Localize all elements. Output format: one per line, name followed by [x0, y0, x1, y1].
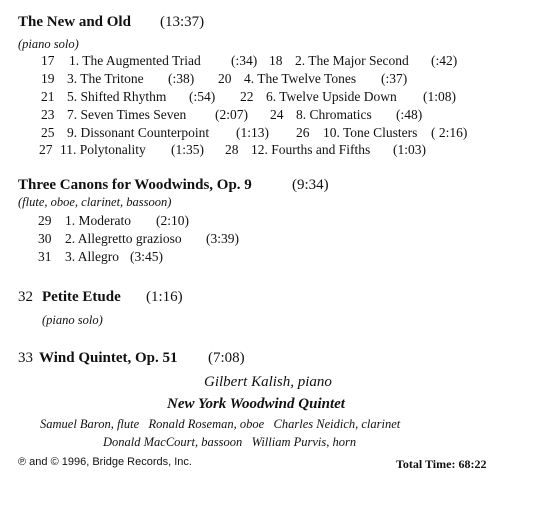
track-number: 29 — [38, 213, 52, 228]
track-title: 8. Chromatics — [296, 107, 372, 122]
section-2-note: (flute, oboe, clarinet, bassoon) — [18, 195, 172, 209]
track-duration: (:42) — [431, 53, 458, 68]
track-title: 4. The Twelve Tones — [244, 71, 357, 86]
track-title: 12. Fourths and Fifths — [251, 142, 371, 157]
section-1-note: (piano solo) — [18, 37, 79, 51]
track-duration: (3:39) — [206, 231, 239, 246]
track-number: 21 — [41, 89, 55, 104]
track-duration: (:54) — [189, 89, 216, 104]
track-duration: (:38) — [168, 71, 195, 86]
track-title: 2. Allegretto grazioso — [65, 231, 182, 246]
track-duration: (:34) — [231, 53, 258, 68]
track-title: 5. Shifted Rhythm — [67, 89, 167, 104]
track-title: 6. Twelve Upside Down — [266, 89, 397, 104]
track-number: 23 — [41, 107, 55, 122]
track-number: 25 — [41, 125, 55, 140]
copyright-notice: ℗ and © 1996, Bridge Records, Inc. — [18, 456, 192, 468]
ensemble-name: New York Woodwind Quintet — [167, 396, 345, 412]
pianist-credit: Gilbert Kalish, piano — [204, 374, 332, 390]
section-3-number: 32 — [18, 289, 33, 305]
track-number: 27 — [39, 142, 53, 157]
track-duration: (:48) — [396, 107, 423, 122]
track-number: 30 — [38, 231, 52, 246]
section-2-title: Three Canons for Woodwinds, Op. 9 — [18, 177, 252, 193]
section-4-duration: (7:08) — [208, 350, 245, 366]
track-title: 1. Moderato — [65, 213, 131, 228]
track-duration: (2:10) — [156, 213, 189, 228]
track-duration: (3:45) — [130, 249, 163, 264]
track-number: 19 — [41, 71, 55, 86]
track-duration: (1:08) — [423, 89, 456, 104]
track-title: 10. Tone Clusters — [323, 125, 418, 140]
track-number: 26 — [296, 125, 310, 140]
track-title: 3. Allegro — [65, 249, 119, 264]
track-duration: (:37) — [381, 71, 408, 86]
track-title: 11. Polytonality — [60, 142, 146, 157]
section-1-duration: (13:37) — [160, 14, 205, 30]
track-number: 18 — [269, 53, 283, 68]
ensemble-members-line-2: Donald MacCourt, bassoon William Purvis, horn — [103, 435, 357, 449]
section-2-duration: (9:34) — [292, 177, 329, 193]
track-duration: ( 2:16) — [431, 125, 468, 140]
track-number: 31 — [38, 249, 52, 264]
section-1-title: The New and Old — [18, 14, 131, 30]
track-duration: (2:07) — [215, 107, 248, 122]
section-4-number: 33 — [18, 350, 33, 366]
track-title: 3. The Tritone — [67, 71, 144, 86]
track-number: 24 — [270, 107, 284, 122]
section-3-title: Petite Etude — [42, 289, 121, 305]
track-title: 7. Seven Times Seven — [67, 107, 187, 122]
track-title: 1. The Augmented Triad — [69, 53, 201, 68]
track-number: 20 — [218, 71, 232, 86]
track-duration: (1:03) — [393, 142, 426, 157]
track-title: 2. The Major Second — [295, 53, 409, 68]
section-3-note: (piano solo) — [42, 313, 103, 327]
total-time: Total Time: 68:22 — [396, 457, 487, 471]
track-title: 9. Dissonant Counterpoint — [67, 125, 210, 140]
track-duration: (1:35) — [171, 142, 204, 157]
track-number: 28 — [225, 142, 239, 157]
track-duration: (1:13) — [236, 125, 269, 140]
track-number: 22 — [240, 89, 254, 104]
track-number: 17 — [41, 53, 55, 68]
section-3-duration: (1:16) — [146, 289, 183, 305]
ensemble-members-line-1: Samuel Baron, flute Ronald Roseman, oboe Charles Neidich, clarinet — [40, 417, 401, 431]
section-4-title: Wind Quintet, Op. 51 — [39, 350, 178, 366]
